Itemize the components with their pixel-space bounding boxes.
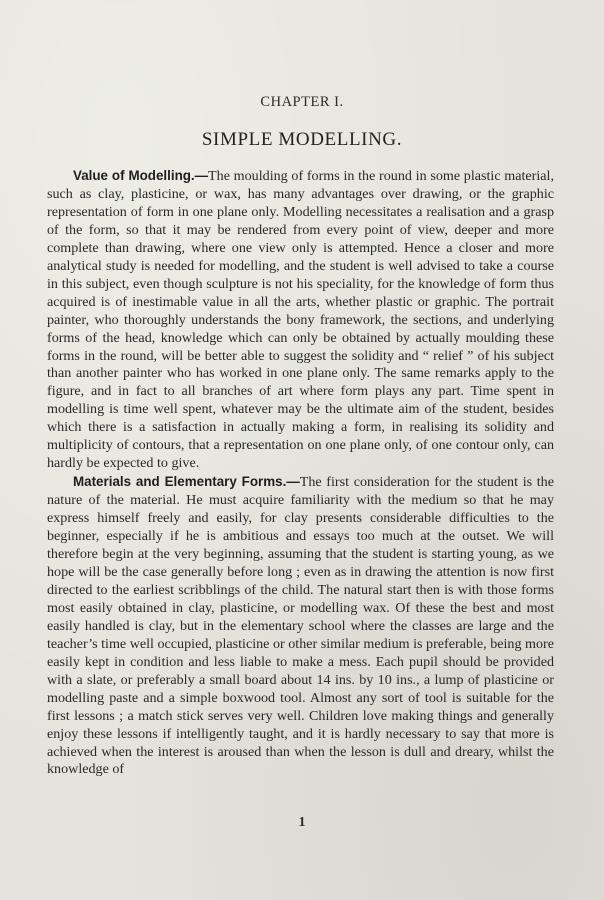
paragraph-text: The moulding of forms in the round in some plastic material, such as clay, plasticine, or wax, has many advantages over drawing, or the graphic representation of form in one plane only. Modelling necessitates a realisation and a grasp of the form, so that it may be rendered from every point of view, deeper and more complete than drawing, where one view only is attempted. Hence a closer and more analytical study is needed for modelling, and the student is well advised to take a course in this subject, even though sculpture is not his speciality, for the knowledge of form thus acquired is of inestimable value in all the arts, whether plastic or graphic. The portrait painter, who thoroughly understands the bony framework, the sections, and underlying forms of the head, knowledge which can only be obtained by actually moulding these forms in the round, will be better able to suggest the solidity and “ relief ” of his subject than another painter who has worked in one plane only. The same remarks apply to the figure, and in fact to all branches of art where form plays any part. Time spent in modelling is time well spent, whatever may be the ultimate aim of the student, besides which there is a satisfaction in actually making a form, in realising its solidity and multiplicity of contours, that a representation on one plane only, of one contour only, can hardly be expected to give. [47, 168, 554, 472]
paragraph-text: The first consideration for the student is the nature of the material. He must acquire familiarity with the medium so that he may express himself freely and easily, for clay presents considerable difficulties to the beginner, especially if he is ambitious and essays too much at the outset. We will therefore begin at the very beginning, assuming that the student is starting young, as we hope will be the case generally before long ; even as in drawing the attention is now first directed to the earliest scribblings of the child. The natural start then is with those forms most easily obtained in clay, plasticine, or modelling wax. Of these the best and most easily handled is clay, but in the elementary school where the classes are large and the teacher’s time well occupied, plasticine or other similar medium is preferable, being more easily kept in condition and less liable to make a mess. Each pupil should be provided with a slate, or preferably a small board about 14 ins. by 10 ins., a lump of plasticine or modelling paste and a simple boxwood tool. Almost any sort of tool is suitable for the first lessons ; a match stick serves very well. Children love making things and generally enjoy these lessons if intelligently taught, and it is hardly necessary to say that more is achieved when the interest is aroused than when the lesson is dull and dreary, whilst the knowledge of [47, 474, 554, 778]
paragraph-value-of-modelling [47, 167, 554, 473]
section-heading: Value of Modelling.— [73, 168, 209, 183]
chapter-label: CHAPTER I. [260, 94, 344, 110]
body-text [47, 167, 554, 779]
page-number: 1 [298, 815, 306, 830]
chapter-title: SIMPLE MODELLING. [201, 129, 403, 150]
section-heading: Materials and Elementary Forms.— [73, 474, 300, 490]
paragraph-materials [47, 473, 554, 779]
